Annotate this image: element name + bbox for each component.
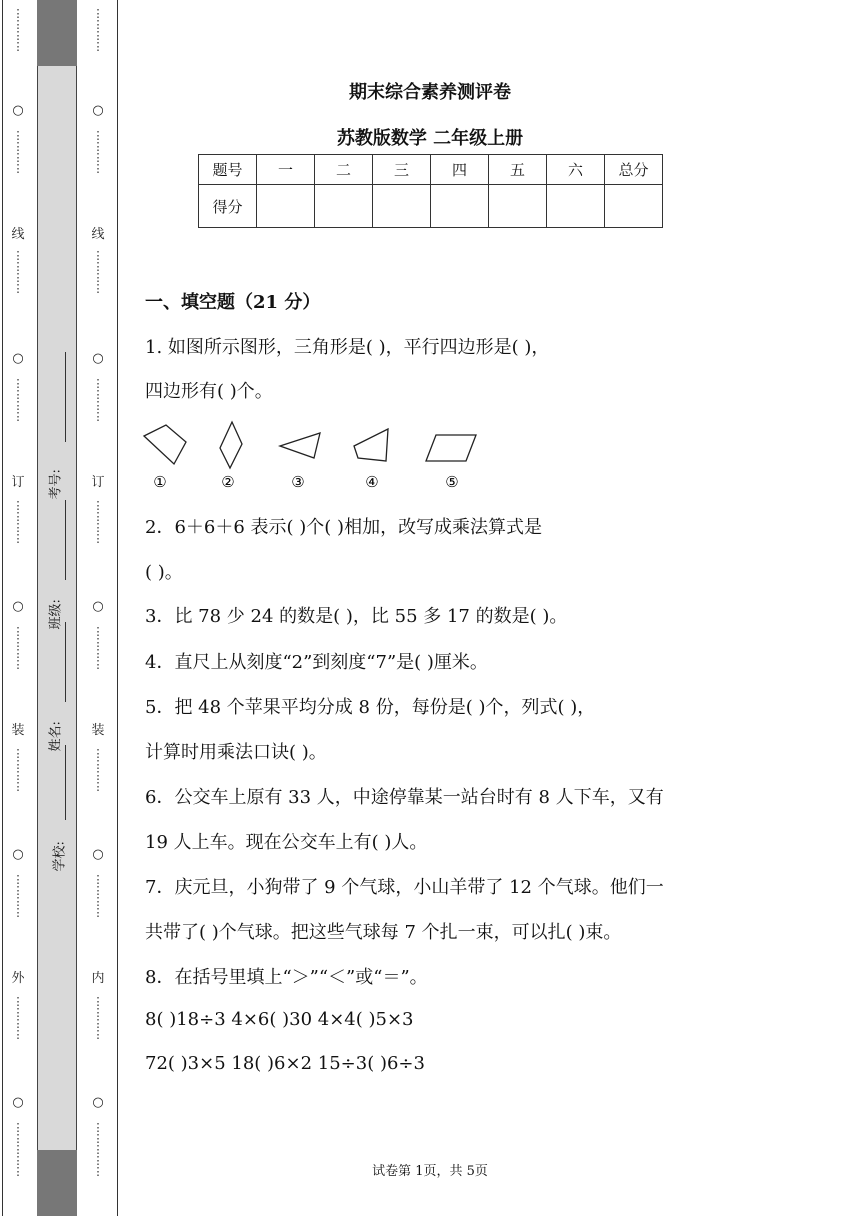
score-cell: 二 (315, 155, 373, 185)
section-heading: 一、填空题（21 分） (145, 292, 321, 313)
score-input-cell[interactable] (315, 185, 373, 228)
exam-no-underline (65, 352, 66, 442)
question-1-line-2: 四边形有( )个。 (145, 381, 273, 402)
score-input-cell[interactable] (257, 185, 315, 228)
question-8-row-2: 72( )3×5 18( )6×2 15÷3( )6÷3 (145, 1053, 425, 1074)
shapes-figure (140, 420, 500, 495)
inner-dotted-column: ⋮ ⋮ ⋮ ⋮ ○ ⋮ ⋮ ⋮ ⋮ 线 ⋮ ⋮ ⋮ ⋮ ○ ⋮ ⋮ ⋮ ⋮ 订 ⋮ ⋮ ⋮ ⋮ ○ ⋮ ⋮ ⋮ ⋮ 装 ⋮ ⋮ ⋮ ⋮ ○ ⋮ ⋮ ⋮ ⋮ 内 ⋮ ⋮ ⋮ ⋮ ○ ⋮ ⋮ ⋮ ⋮ ⋮ (91, 7, 105, 1178)
binding-top-cap (37, 0, 77, 66)
outer-dotted-column: ⋮ ⋮ ⋮ ⋮ ○ ⋮ ⋮ ⋮ ⋮ 线 ⋮ ⋮ ⋮ ⋮ ○ ⋮ ⋮ ⋮ ⋮ 订 ⋮ ⋮ ⋮ ⋮ ○ ⋮ ⋮ ⋮ ⋮ 装 ⋮ ⋮ ⋮ ⋮ ○ ⋮ ⋮ ⋮ ⋮ 外 ⋮ ⋮ ⋮ ⋮ ○ ⋮ ⋮ ⋮ ⋮ ⋮ (11, 7, 25, 1178)
score-input-cell[interactable] (605, 185, 663, 228)
binding-edge-line (2, 0, 3, 1216)
question-8-row-1: 8( )18÷3 4×6( )30 4×4( )5×3 (145, 1009, 414, 1030)
page-footer: 试卷第 1页，共 5页 (372, 1164, 488, 1179)
shape-4-quadrilateral (354, 429, 388, 461)
shape-label: ① (153, 473, 167, 491)
shape-5-parallelogram (426, 435, 476, 461)
score-cell: 得分 (199, 185, 257, 228)
binding-right-line (117, 0, 118, 1216)
exam-no-field-label: 考号: (48, 469, 64, 500)
score-cell: 总分 (605, 155, 663, 185)
score-cell: 一 (257, 155, 315, 185)
school-field-label: 学校: (52, 841, 68, 872)
question-7-line-2: 共带了( )个气球。把这些气球每 7 个扎一束，可以扎( )束。 (145, 922, 622, 943)
score-input-cell[interactable] (431, 185, 489, 228)
question-3: 3．比 78 少 24 的数是( )，比 55 多 17 的数是( )。 (145, 606, 568, 627)
question-6-line-2: 19 人上车。现在公交车上有( )人。 (145, 832, 428, 853)
exam-title: 期末综合素养测评卷 (349, 82, 511, 103)
question-2-line-2: ( )。 (145, 562, 183, 583)
school-underline (65, 745, 66, 820)
question-7-line-1: 7．庆元旦，小狗带了 9 个气球，小山羊带了 12 个气球。他们一 (145, 877, 664, 898)
score-table-header-row (199, 155, 663, 185)
shape-1-quadrilateral (144, 425, 186, 464)
class-underline (65, 500, 66, 580)
score-cell: 六 (547, 155, 605, 185)
name-field-label: 姓名: (48, 721, 64, 752)
score-input-cell[interactable] (489, 185, 547, 228)
question-5-line-1: 5．把 48 个苹果平均分成 8 份，每份是( )个，列式( )， (145, 697, 596, 718)
score-table-score-row (199, 185, 663, 228)
question-5-line-2: 计算时用乘法口诀( )。 (145, 742, 327, 763)
shape-label: ② (221, 473, 235, 491)
exam-subtitle: 苏教版数学 二年级上册 (336, 128, 524, 149)
class-field-label: 班级: (48, 599, 64, 630)
binding-margin (0, 0, 118, 1216)
question-8: 8．在括号里填上“＞”“＜”或“＝”。 (145, 967, 428, 988)
score-input-cell[interactable] (547, 185, 605, 228)
shape-2-rhombus (220, 422, 242, 468)
name-underline (65, 622, 66, 702)
shape-label: ⑤ (445, 473, 459, 491)
shape-label: ③ (291, 473, 305, 491)
question-6-line-1: 6．公交车上原有 33 人，中途停靠某一站台时有 8 人下车，又有 (145, 787, 664, 808)
question-1-line-1: 1. 如图所示图形，三角形是( )，平行四边形是( )， (145, 337, 550, 358)
score-cell: 三 (373, 155, 431, 185)
question-2-line-1: 2．6＋6＋6 表示( )个( )相加，改写成乘法算式是 (145, 517, 543, 538)
shape-label: ④ (365, 473, 379, 491)
score-cell: 五 (489, 155, 547, 185)
score-table (198, 154, 663, 228)
shape-3-triangle (280, 433, 320, 458)
score-cell: 四 (431, 155, 489, 185)
score-input-cell[interactable] (373, 185, 431, 228)
question-4: 4．直尺上从刻度“2”到刻度“7”是( )厘米。 (145, 652, 488, 673)
score-cell: 题号 (199, 155, 257, 185)
